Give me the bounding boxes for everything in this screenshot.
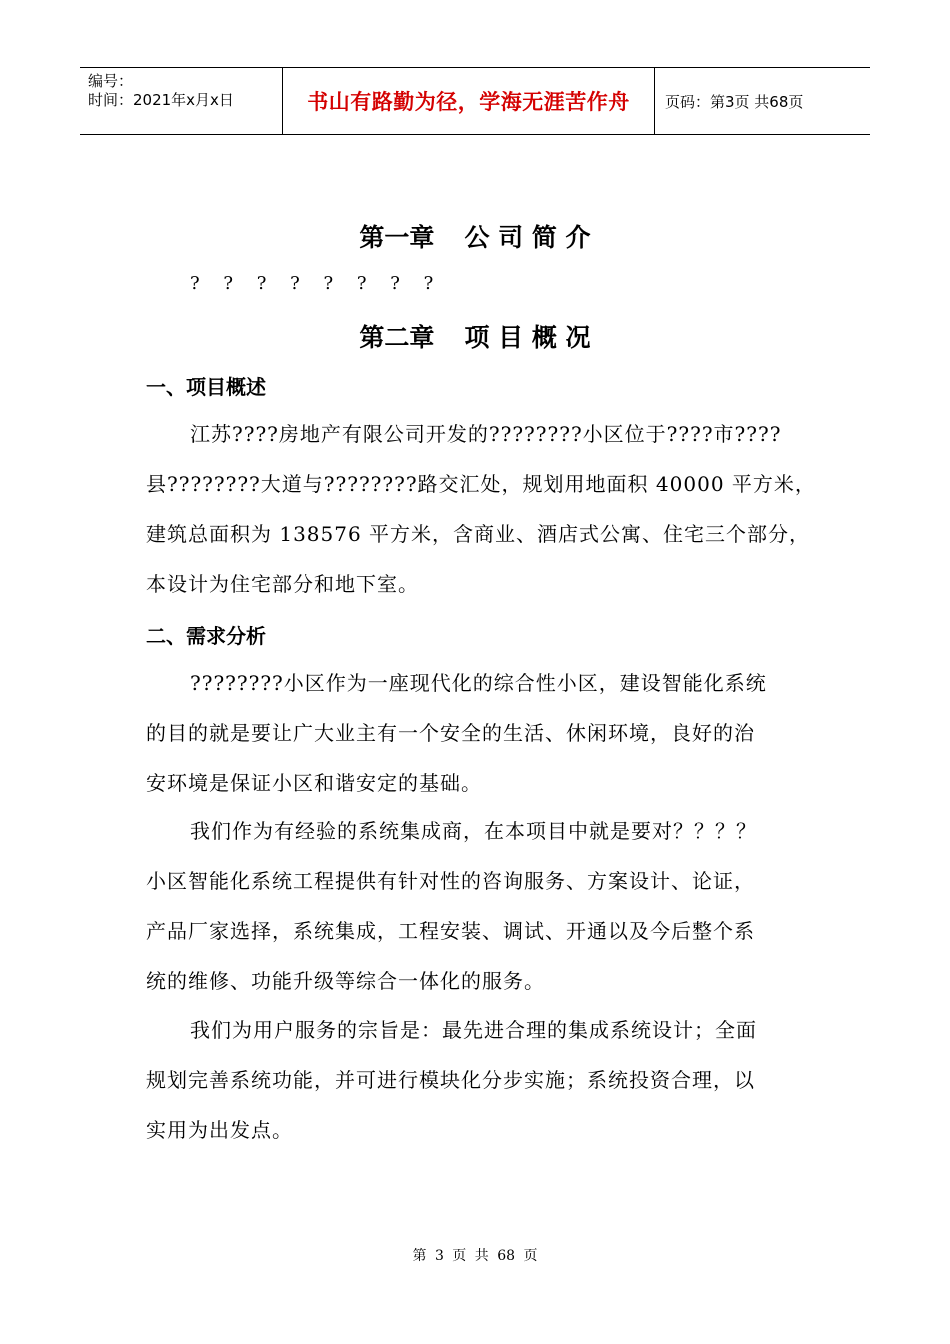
- section-2-paragraph-1: [146, 658, 826, 808]
- paragraph-line: 我们为用户服务的宗旨是：最先进合理的集成系统设计；全面: [190, 1018, 757, 1042]
- paragraph-line: 本设计为住宅部分和地下室。: [146, 572, 419, 596]
- chapter-1-number: 第一章: [359, 223, 435, 252]
- header-meta: [80, 68, 283, 134]
- chapter-1-title: 公 司 简 介: [464, 223, 591, 252]
- header-motto: 书山有路勤为径，学海无涯苦作舟: [283, 68, 655, 134]
- chapter-1-body: ? ? ? ? ? ? ? ?: [190, 273, 443, 294]
- section-1-paragraph: [146, 409, 826, 609]
- paragraph-line: ????????小区作为一座现代化的综合性小区，建设智能化系统: [190, 671, 767, 695]
- section-1-title: 一、项目概述: [146, 375, 266, 399]
- time-label: 时间：2021年x月x日: [88, 91, 234, 109]
- paragraph-line: 实用为出发点。: [146, 1118, 293, 1142]
- paragraph-line: 小区智能化系统工程提供有针对性的咨询服务、方案设计、论证，: [146, 869, 755, 893]
- chapter-2-title: 项 目 概 况: [464, 323, 591, 352]
- paragraph-line: 统的维修、功能升级等综合一体化的服务。: [146, 969, 545, 993]
- paragraph-line: 建筑总面积为 138576 平方米，含商业、酒店式公寓、住宅三个部分，: [146, 522, 811, 546]
- paragraph-line: 产品厂家选择，系统集成，工程安装、调试、开通以及今后整个系: [146, 919, 755, 943]
- number-label: 编号：: [88, 72, 134, 90]
- page-footer: 第 3 页 共 68 页: [412, 1248, 538, 1264]
- chapter-2-heading: [0, 318, 950, 354]
- section-2-paragraph-2: [146, 806, 826, 1006]
- chapter-1-heading: [0, 218, 950, 254]
- section-2-title: 二、需求分析: [146, 624, 266, 648]
- paragraph-line: 规划完善系统功能，并可进行模块化分步实施；系统投资合理，以: [146, 1068, 755, 1092]
- paragraph-line: 县????????大道与????????路交汇处，规划用地面积 40000 平方米，: [146, 472, 816, 496]
- section-2-paragraph-3: [146, 1005, 826, 1155]
- paragraph-line: 我们作为有经验的系统集成商，在本项目中就是要对？？？？: [190, 819, 757, 843]
- paragraph-line: 的目的就是要让广大业主有一个安全的生活、休闲环境，良好的治: [146, 721, 755, 745]
- page-header: [80, 67, 870, 135]
- header-page-info: 页码：第3页 共68页: [665, 92, 804, 111]
- paragraph-line: 江苏????房地产有限公司开发的????????小区位于????市????: [190, 422, 782, 446]
- chapter-2-number: 第二章: [359, 323, 435, 352]
- paragraph-line: 安环境是保证小区和谐安定的基础。: [146, 771, 482, 795]
